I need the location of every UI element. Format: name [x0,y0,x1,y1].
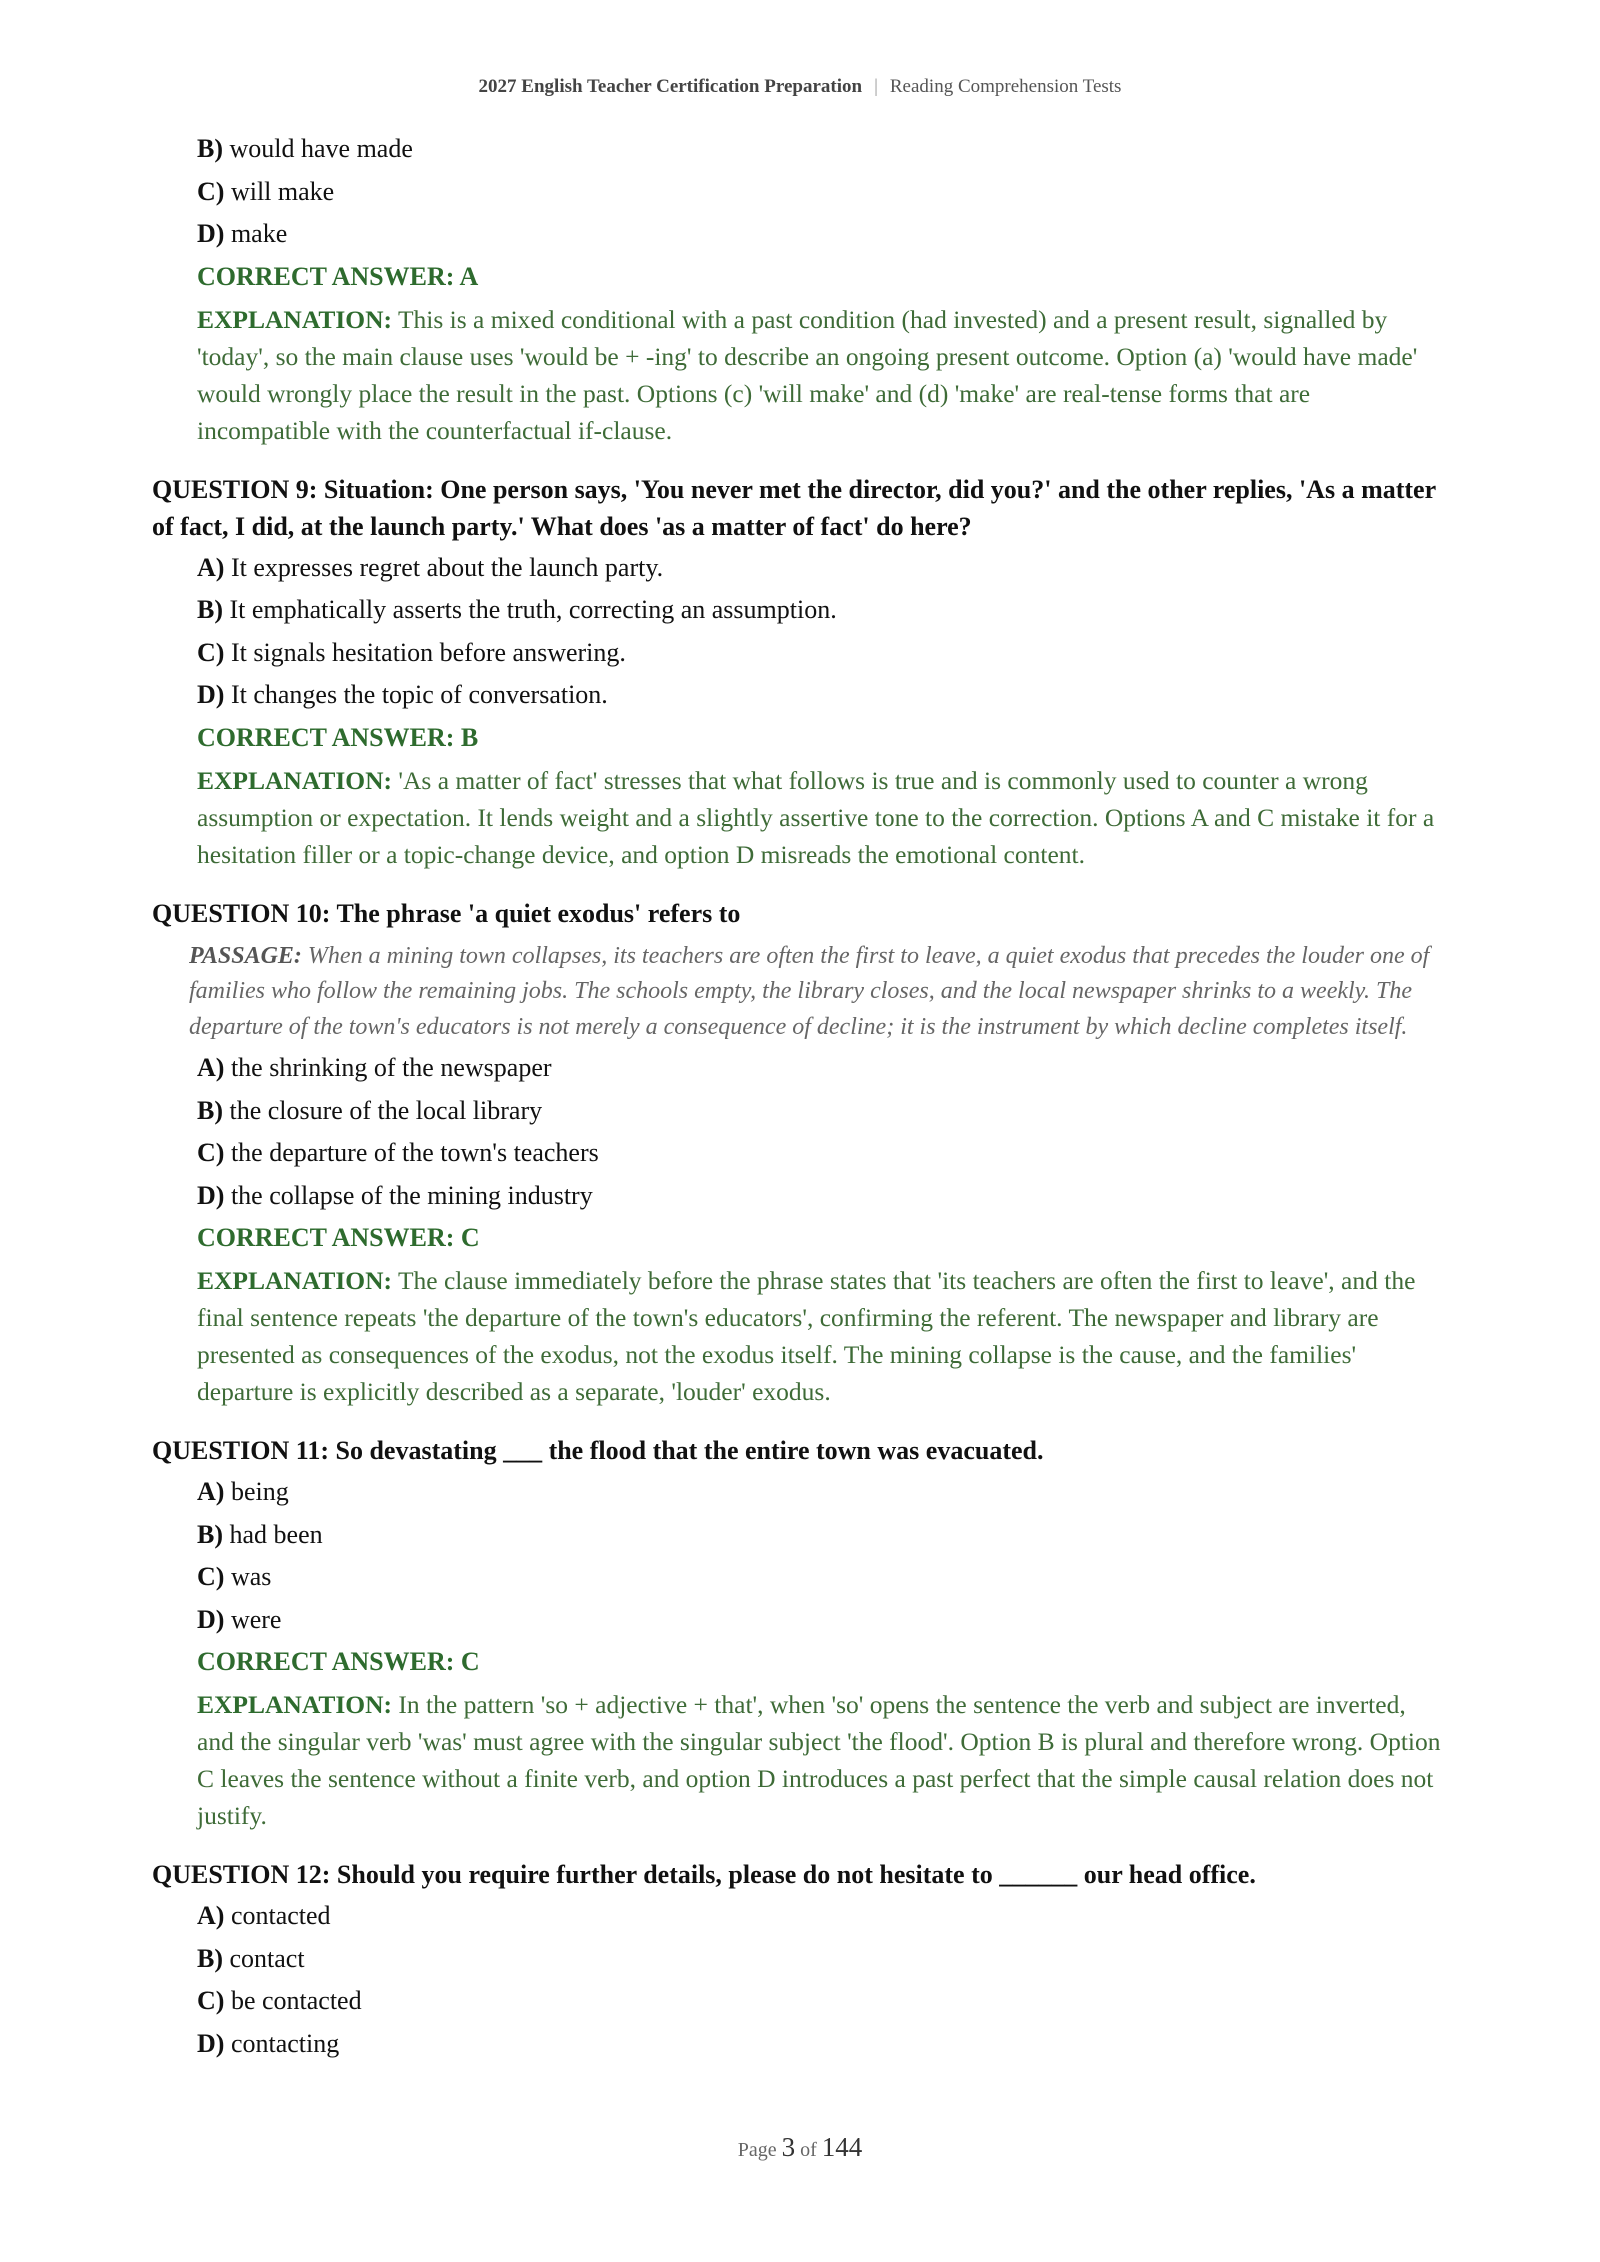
option-letter: B) [197,134,223,163]
correct-answer: CORRECT ANSWER: A [197,261,479,291]
option-text: be contacted [230,1986,362,2015]
option-letter: A) [197,1901,225,1930]
option-item [197,1519,1448,1551]
correct-answer: CORRECT ANSWER: C [197,1223,480,1252]
option-letter: B) [197,1943,223,1973]
explanation [197,1686,1448,1834]
option-text: make [230,219,288,248]
option-item [197,1985,1448,2017]
option-letter: C) [197,176,225,206]
explanation-text: This is a mixed conditional with a past condition (had invested) and a present result, signalled by 'today', so the main clause uses 'would be + -ing' to describe an ongoing present outcome. Option (a) 'would have made' would wrongly place the result in the past. Options (c) 'will make' and (d) 'make' are real-tense forms that are incompatible with the counterfactual if-clause. [197,304,1418,445]
option-item [197,133,1448,165]
explanation-text: 'As a matter of fact' stresses that what follows is true and is commonly used to counter a wrong assumption or expectation. It lends weight and a slightly assertive tone to the correction. Options A and C mistake it for a hesitation filler or a topic-change device, and option D misreads the emotional content. [197,765,1435,869]
option-letter: D) [197,1180,225,1210]
passage-text: When a mining town collapses, its teachers are often the first to leave, a quiet exodus that precedes the louder one of families who follow the remaining jobs. The schools empty, the library closes, and the local newspaper shrinks to a weekly. The departure of the town's educators is not merely a consequence of decline; it is the instrument by which decline completes itself. [189,942,1430,1040]
option-item [197,679,1448,711]
option-item [197,1180,1448,1212]
option-item [197,594,1448,626]
question-10 [152,895,1448,1411]
option-text: It changes the topic of conversation. [230,680,608,709]
option-item [197,1052,1448,1084]
option-text: contacted [230,1901,331,1930]
explanation-label: EXPLANATION: [197,1690,393,1719]
option-item [197,637,1448,669]
option-item [197,1137,1448,1169]
correct-answer: CORRECT ANSWER: C [197,1647,480,1676]
option-text: the collapse of the mining industry [230,1180,593,1210]
option-text: It signals hesitation before answering. [230,637,626,667]
option-text: It expresses regret about the launch party. [230,552,664,582]
explanation-label: EXPLANATION: [197,1266,393,1295]
explanation-label: EXPLANATION: [197,765,393,795]
page-word: Page [737,2139,777,2161]
header-separator: | [874,76,878,97]
question-text: QUESTION 10: The phrase 'a quiet exodus' refers to [152,898,741,928]
passage-label: PASSAGE: [189,942,302,969]
option-letter: D) [197,1604,225,1634]
option-text: were [230,1604,282,1634]
option-letter: B) [197,1519,223,1549]
option-text: was [230,1562,272,1591]
header-section-title: Reading Comprehension Tests [889,76,1122,97]
option-text: the departure of the town's teachers [230,1138,599,1167]
option-letter: D) [197,680,225,709]
explanation-label: EXPLANATION: [197,304,393,334]
option-letter: A) [197,1477,225,1506]
option-letter: C) [197,637,225,667]
option-text: contact [229,1943,305,1973]
option-text: being [230,1477,289,1506]
option-text: had been [229,1519,323,1549]
option-letter: C) [197,1986,225,2015]
page-footer [0,2132,1600,2163]
option-text: contacting [230,2028,340,2058]
running-header [0,76,1600,98]
option-item [197,1900,1448,1932]
option-letter: D) [197,2028,225,2058]
explanation-text: The clause immediately before the phrase states that 'its teachers are often the first to leave', and the final sentence repeats 'the departure of the town's educators', confirming the referent. The newspaper and library are presented as consequences of the exodus, not the exodus itself. The mining collapse is the cause, and the families' departure is explicitly described as a separate, 'louder' exodus. [197,1266,1416,1406]
explanation [197,301,1448,449]
option-item [197,1943,1448,1975]
question-text: QUESTION 12: Should you require further details, please do not hesitate to ______ our head office. [152,1860,1256,1889]
option-item [197,218,1448,250]
option-letter: B) [197,1095,223,1125]
question-9 [152,471,1448,873]
question-text: QUESTION 11: So devastating ___ the flood that the entire town was evacuated. [152,1436,1044,1465]
option-item [197,1476,1448,1508]
passage [189,939,1448,1046]
option-item [197,1561,1448,1593]
header-book-title: 2027 English Teacher Certification Preparation [478,76,863,97]
option-letter: A) [197,1053,225,1082]
question-12 [152,1856,1448,2060]
correct-answer: CORRECT ANSWER: B [197,722,479,752]
option-text: would have made [229,134,413,163]
option-text: the closure of the local library [229,1095,543,1125]
page-content [152,133,1448,2070]
option-item [197,176,1448,208]
option-item [197,1095,1448,1127]
explanation [197,1262,1448,1410]
explanation [197,762,1448,873]
option-item [197,552,1448,584]
option-letter: A) [197,552,225,582]
question-8-tail [152,133,1448,449]
option-text: It emphatically asserts the truth, correcting an assumption. [229,595,837,624]
option-item [197,1604,1448,1636]
option-letter: B) [197,595,223,624]
option-text: will make [230,176,335,206]
option-letter: C) [197,1562,225,1591]
question-11 [152,1432,1448,1834]
explanation-text: In the pattern 'so + adjective + that', when 'so' opens the sentence the verb and subject are inverted, and the singular verb 'was' must agree with the singular subject 'the flood'. Option B is plural and therefore wrong. Option C leaves the sentence without a finite verb, and option D introduces a past perfect that the simple causal relation does not justify. [197,1690,1441,1830]
option-item [197,2028,1448,2060]
option-letter: D) [197,219,225,248]
question-text: QUESTION 9: Situation: One person says, 'You never met the director, did you?' and the other replies, 'As a matter of fact, I did, at the launch party.' What does 'as a matter of fact' do here? [152,474,1436,541]
option-letter: C) [197,1138,225,1167]
option-text: the shrinking of the newspaper [230,1053,552,1082]
total-pages: 144 [821,2132,863,2162]
page-number: 3 [781,2132,796,2162]
of-word: of [800,2139,817,2161]
